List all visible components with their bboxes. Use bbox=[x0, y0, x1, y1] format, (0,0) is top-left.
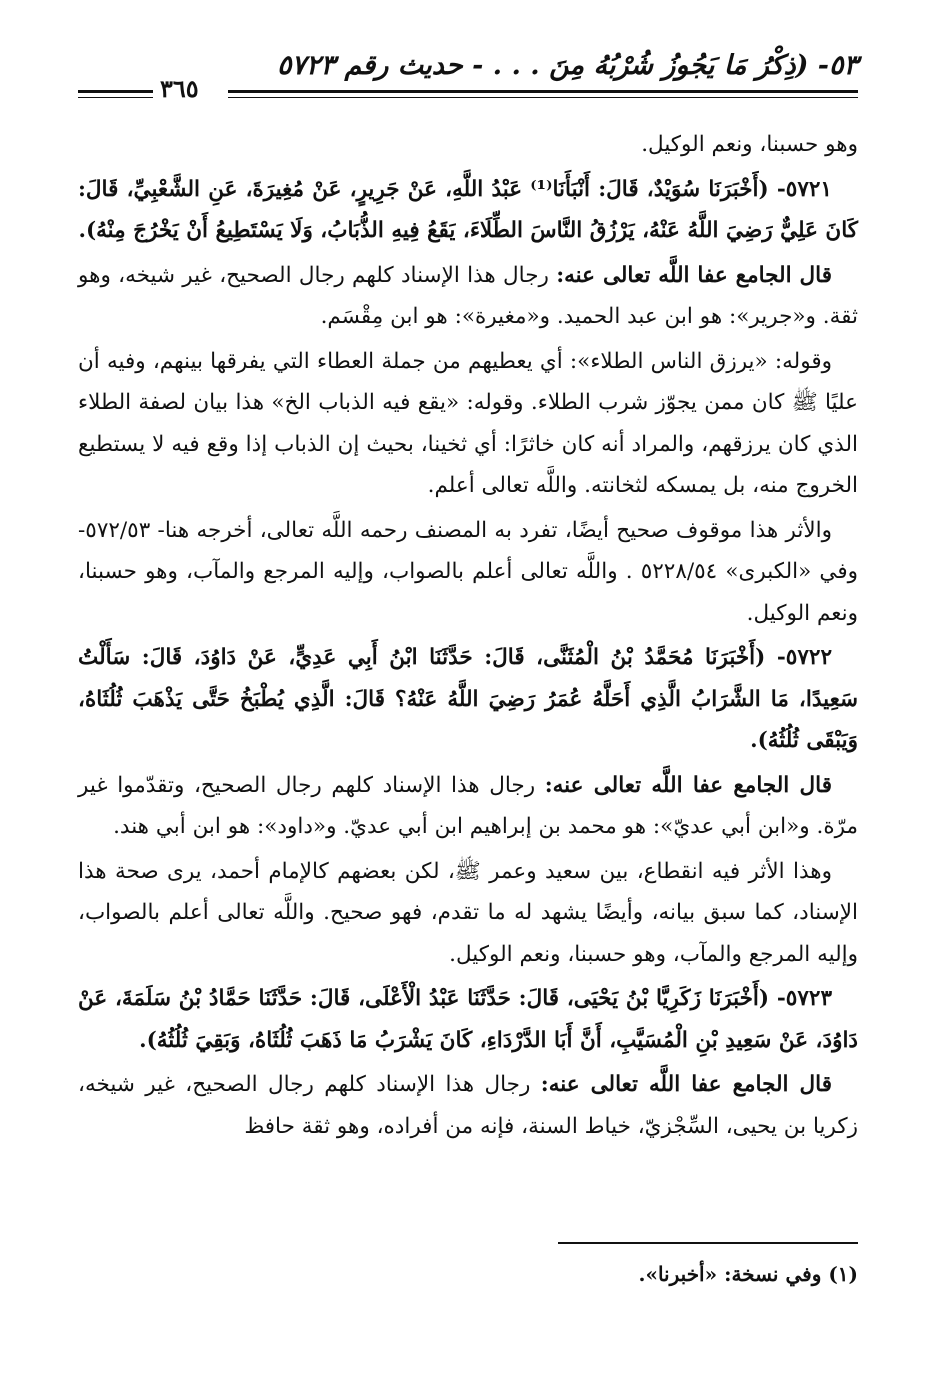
hadith-5722: ٥٧٢٢- (أَخْبَرَنَا مُحَمَّدُ بْنُ الْمُثَنَّى، قَالَ: حَدَّثَنَا ابْنُ أَبِي عَدِيٍّ، عَنْ دَاوُدَ، قَالَ: سَأَلْتُ سَعِيدًا، مَا الشَّرَابُ الَّذِي أَحَلَّهُ عُمَرُ رَضِيَ اللَّهُ عَنْهُ؟ قَالَ: الَّذِي يُطْبَخُ حَتَّى يَذْهَبَ ثُلُثَاهُ، وَيَبْقَى ثُلُثُهُ). bbox=[78, 645, 858, 753]
hadith-5721: ٥٧٢١- (أَخْبَرَنَا سُوَيْدٌ، قَالَ: أَنْبَأَنَا⁽¹⁾ عَبْدُ اللَّهِ، عَنْ جَرِيرٍ، عَنْ مُغِيرَةَ، عَنِ الشَّعْبِيِّ، قَالَ: كَانَ عَلِيٌّ رَضِيَ اللَّهُ عَنْهُ، يَرْزُقُ النَّاسَ الطِّلَاءَ، يَقَعُ فِيهِ الذُّبَابُ، وَلَا يَسْتَطِيعُ أَنْ يَخْرُجَ مِنْهُ). bbox=[78, 176, 858, 243]
paragraph: والأثر هذا موقوف صحيح أيضًا، تفرد به المصنف رحمه اللَّه تعالى، أخرجه هنا- ٥٧٢/٥٣- وفي «الكبرى» ٥٢٢٨/٥٤ . واللَّه تعالى أعلم بالصواب، وإليه المرجع والمآب، وهو حسبنا، ونعم الوكيل. bbox=[78, 517, 858, 626]
page-number: ٣٦٥ bbox=[160, 74, 199, 103]
jami-label: قال الجامع عفا اللَّه تعالى عنه: bbox=[540, 1072, 832, 1097]
paragraph: وهو حسبنا، ونعم الوكيل. bbox=[641, 132, 858, 157]
commentary-5721: قال الجامع عفا اللَّه تعالى عنه: رجال هذا الإسناد كلهم رجال الصحيح، غير شيخه، وهو ثقة. و«جرير»: هو ابن عبد الحميد. و«مغيرة»: هو ابن مِقْسَم. bbox=[78, 262, 858, 329]
jami-label: قال الجامع عفا اللَّه تعالى عنه: bbox=[556, 262, 832, 288]
paragraph: وهذا الأثر فيه انقطاع، بين سعيد وعمر ﷺ، لكن بعضهم كالإمام أحمد، يرى صحة هذا الإسناد، كما سبق بيانه، وأيضًا يشهد له ما تقدم، فهو صحيح. واللَّه تعالى أعلم بالصواب، وإليه المرجع والمآب، وهو حسبنا، ونعم الوكيل. bbox=[78, 858, 858, 967]
hadith-5723: ٥٧٢٣- (أَخْبَرَنَا زَكَرِيَّا بْنُ يَحْيَى، قَالَ: حَدَّثَنَا عَبْدُ الْأَعْلَى، قَالَ: حَدَّثَنَا حَمَّادُ بْنُ سَلَمَةَ، عَنْ دَاوُدَ، عَنْ سَعِيدِ بْنِ الْمُسَيَّبِ، أَنَّ أَبَا الدَّرْدَاءِ، كَانَ يَشْرَبُ مَا ذَهَبَ ثُلُثَاهُ، وَبَقِيَ ثُلُثُهُ). bbox=[78, 986, 858, 1053]
jami-label: قال الجامع عفا اللَّه تعالى عنه: bbox=[544, 772, 832, 798]
paragraph: وقوله: «يرزق الناس الطلاء»: أي يعطيهم من جملة العطاء التي يفرقها بينهم، وفيه أن عليًا ﷺ كان ممن يجوّز شرب الطلاء. وقوله: «يقع فيه الذباب الخ» هذا بيان لصفة الطلاء الذي كان يرزقهم، والمراد أنه كان خاثرًا: أي ثخينا، بحيث إن الذباب إذا وقع فيه لا يستطيع الخروج منه، بل يمسكه لثخانته. واللَّه تعالى أعلم. bbox=[78, 348, 858, 498]
commentary-5723: قال الجامع عفا اللَّه تعالى عنه: رجال هذا الإسناد كلهم رجال الصحيح، غير شيخه، زكريا بن يحيى، السِّجْزيّ، خياط السنة، فإنه من أفراده، وهو ثقة حافظ bbox=[78, 1072, 858, 1139]
page-header bbox=[78, 44, 858, 103]
running-title: ٥٣- (ذِكْرُ مَا يَجُوزُ شُرْبُهُ مِنَ . . . - حديث رقم ٥٧٢٣ bbox=[277, 50, 858, 81]
footnote-rule bbox=[558, 1242, 858, 1244]
commentary-5722: قال الجامع عفا اللَّه تعالى عنه: رجال هذا الإسناد كلهم رجال الصحيح، وتقدّموا غير مرّة. و«ابن أبي عديّ»: هو محمد بن إبراهيم ابن أبي عديّ. و«داود»: هو ابن أبي هند. bbox=[78, 772, 858, 839]
footnote: (١) وفي نسخة: «أخبرنا». bbox=[638, 1262, 858, 1286]
main-text bbox=[78, 124, 858, 1150]
header-rule-left bbox=[78, 90, 153, 98]
book-page bbox=[78, 44, 858, 1344]
header-rule bbox=[228, 90, 858, 98]
